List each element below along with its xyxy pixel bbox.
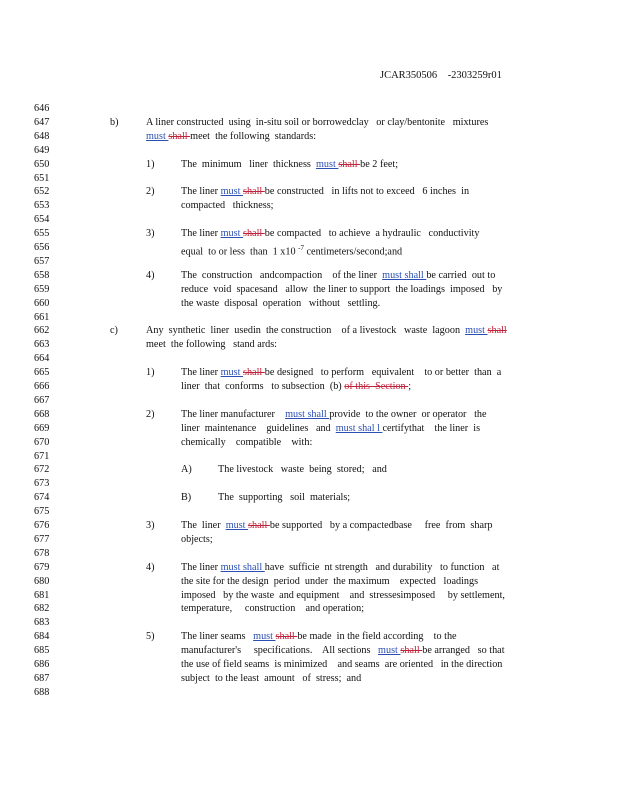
item-label [110, 324, 118, 338]
line-number: 664 [34, 353, 50, 365]
document-line [0, 185, 618, 199]
line-content [218, 491, 350, 505]
line-content [181, 519, 493, 533]
deleted-text: shall [338, 158, 361, 170]
inserted-text: must [378, 645, 401, 657]
line-text: the use of field seams is minimized and seams are oriented in the direction [181, 659, 503, 670]
inserted-text: must [220, 228, 243, 240]
inserted-text: must [146, 130, 169, 142]
line-content [181, 283, 502, 297]
document-line [0, 338, 618, 352]
line-number: 659 [34, 283, 50, 295]
line-text: The livestock waste being stored; and [218, 464, 387, 476]
line-number: 678 [34, 547, 50, 559]
document-line [0, 158, 618, 172]
line-number: 680 [34, 575, 50, 587]
line-number: 679 [34, 561, 50, 573]
inserted-text: must [253, 631, 276, 643]
item-label [146, 561, 155, 575]
line-text: 5) [146, 631, 155, 643]
line-number: 657 [34, 255, 50, 267]
line-number: 649 [34, 144, 50, 156]
deleted-text: shall [168, 130, 191, 142]
line-text: imposed by the waste and equipment and stressesimposed by settlement, [181, 589, 505, 601]
document-line [0, 352, 618, 366]
line-content [181, 380, 411, 394]
document-line [0, 283, 618, 297]
line-text: liner that conforms to subsection (b) [181, 381, 345, 392]
line-content [181, 630, 457, 644]
document-line [0, 436, 618, 450]
line-text: The liner [181, 561, 221, 573]
line-number: 650 [34, 158, 50, 170]
document-line [0, 324, 618, 338]
line-number: 663 [34, 339, 50, 351]
line-content [181, 269, 495, 283]
line-text: certifythat the liner is [382, 422, 481, 434]
line-text: The liner seams [181, 631, 254, 643]
document-line [0, 658, 618, 672]
document-line [0, 686, 618, 700]
line-text: be arranged so that [422, 645, 505, 657]
document-line [0, 575, 618, 589]
document-line [0, 477, 618, 491]
line-content [181, 658, 502, 672]
line-number: 653 [34, 200, 50, 212]
line-text: be made in the field according to the [297, 631, 457, 643]
line-text: 1) [146, 158, 155, 170]
document-line [0, 227, 618, 241]
line-text: temperature, construction and operation; [181, 603, 365, 615]
line-number: 651 [34, 172, 50, 184]
document-line [0, 311, 618, 325]
item-label [146, 519, 155, 533]
document-line [0, 380, 618, 394]
line-content [181, 185, 469, 199]
line-text: 2) [146, 408, 155, 420]
item-label [146, 158, 155, 172]
item-label [146, 227, 155, 241]
deleted-text: shall [248, 520, 270, 531]
line-number: 655 [34, 228, 50, 240]
line-text: provide to the owner or operator the [329, 408, 487, 420]
line-content [181, 561, 499, 575]
line-text: be designed to perform equivalent to or better than a [264, 367, 502, 379]
line-number: 646 [34, 103, 50, 114]
inserted-text: must shall [285, 408, 330, 420]
deleted-text: shall [487, 325, 507, 337]
line-text: be 2 feet; [360, 158, 399, 170]
line-text: reduce void spacesand allow the liner to support the loadings imposed by [181, 283, 503, 295]
line-number: 669 [34, 422, 50, 434]
line-content [181, 422, 480, 436]
line-number: 681 [34, 589, 50, 601]
document-line [0, 616, 618, 630]
line-number: 670 [34, 436, 50, 448]
document-line [0, 450, 618, 464]
line-text: The liner [181, 367, 221, 379]
inserted-text: must shall [220, 561, 265, 573]
line-content [146, 116, 488, 130]
line-text: 4) [146, 269, 155, 281]
superscript: -7 [298, 244, 304, 252]
deleted-text: shall [242, 367, 265, 379]
line-text: 2) [146, 186, 155, 198]
line-number: 658 [34, 269, 50, 281]
item-label [181, 491, 191, 505]
document-line [0, 366, 618, 380]
line-text: The liner [181, 520, 226, 531]
document-line [0, 505, 618, 519]
line-text: liner maintenance guidelines and [181, 422, 336, 434]
item-label [110, 116, 119, 130]
line-number: 675 [34, 506, 50, 518]
line-text: A liner constructed using in-situ soil or borrowedclay or clay/bentonite mixtures [146, 116, 489, 128]
line-number: 665 [34, 367, 50, 379]
document-line [0, 602, 618, 616]
line-content [181, 366, 501, 380]
line-content [181, 644, 505, 658]
line-text: subject to the least amount of stress; and [181, 672, 362, 684]
inserted-text: must [220, 186, 243, 198]
line-content [181, 602, 364, 616]
item-label [146, 630, 155, 644]
line-number: 682 [34, 603, 50, 615]
line-content [181, 227, 480, 241]
line-text: objects; [181, 533, 213, 545]
line-text: be supported by a compactedbase free from sharp [269, 520, 493, 531]
line-text: The construction andcompaction of the liner [181, 269, 383, 281]
line-content [181, 297, 380, 311]
line-number: 673 [34, 478, 50, 490]
document-line [0, 463, 618, 477]
line-number: 647 [34, 116, 50, 128]
line-number: 688 [34, 686, 50, 698]
line-number: 666 [34, 381, 50, 392]
line-number: 662 [34, 325, 50, 337]
line-text: meet the following standards: [190, 130, 317, 142]
line-content [181, 436, 312, 450]
line-number: 668 [34, 408, 50, 420]
deleted-text: shall [242, 228, 265, 240]
line-text: b) [110, 116, 119, 128]
line-text: have sufficie nt strength and durability to function at [264, 561, 500, 573]
line-number: 648 [34, 130, 50, 142]
line-number: 674 [34, 492, 50, 504]
line-number: 676 [34, 520, 50, 531]
line-number: 684 [34, 631, 50, 643]
document-line [0, 547, 618, 561]
line-content [146, 324, 507, 338]
line-text: B) [181, 492, 192, 504]
document-line [0, 241, 618, 258]
line-content [181, 575, 478, 589]
document-line [0, 213, 618, 227]
item-label [146, 269, 155, 283]
line-text: ; [408, 381, 412, 392]
document-line [0, 561, 618, 575]
line-text: meet the following stand ards: [146, 339, 277, 351]
document-line [0, 408, 618, 422]
line-text: Any synthetic liner usedin the construction of a livestock waste lagoon [146, 325, 466, 337]
line-content [181, 199, 274, 213]
line-text: chemically compatible with: [181, 436, 313, 448]
inserted-text: must [220, 367, 243, 379]
line-text: 1) [146, 367, 155, 379]
document-line [0, 491, 618, 505]
line-number: 672 [34, 464, 50, 476]
line-text: The minimum liner thickness [181, 158, 316, 170]
line-number: 685 [34, 645, 50, 657]
line-number: 654 [34, 214, 50, 226]
document-line [0, 269, 618, 283]
line-content [181, 533, 213, 547]
line-number: 686 [34, 659, 50, 670]
line-number: 687 [34, 672, 50, 684]
line-text: The liner manufacturer [181, 408, 286, 420]
document-line [0, 630, 618, 644]
line-number: 677 [34, 533, 50, 545]
document-line [0, 102, 618, 116]
line-content [181, 672, 361, 686]
line-text: The liner [181, 186, 221, 198]
line-number: 661 [34, 311, 50, 323]
line-content [181, 589, 505, 603]
document-line [0, 519, 618, 533]
line-text: A) [181, 464, 192, 476]
document-line [0, 199, 618, 213]
deleted-text: shall [400, 645, 423, 657]
line-text: manufacturer's specifications. All sections [181, 645, 379, 657]
line-text: The liner [181, 228, 221, 240]
line-number: 671 [34, 450, 50, 462]
line-text: the site for the design period under the maximum expected loadings [181, 575, 479, 587]
deleted-text: of this Section [344, 381, 409, 392]
document-line [0, 297, 618, 311]
line-content [218, 463, 387, 477]
document-line [0, 255, 618, 269]
line-text: 3) [146, 228, 155, 240]
line-text: the waste disposal operation without settling. [181, 297, 381, 309]
document-line [0, 422, 618, 436]
document-header [380, 70, 502, 81]
line-text: 4) [146, 561, 155, 573]
inserted-text: must shall [382, 269, 427, 281]
document-line [0, 144, 618, 158]
line-number: 667 [34, 394, 50, 406]
line-text: 3) [146, 520, 155, 531]
inserted-text: must shal l [335, 422, 383, 434]
line-text: be constructed in lifts not to exceed 6 inches in [264, 186, 470, 198]
item-label [146, 366, 155, 380]
document-line [0, 130, 618, 144]
line-text: be compacted to achieve a hydraulic conductivity [264, 228, 480, 240]
line-content [146, 130, 316, 144]
item-label [181, 463, 192, 477]
deleted-text: shall [242, 186, 265, 198]
document-line [0, 533, 618, 547]
inserted-text: must [225, 520, 249, 531]
line-content [146, 338, 277, 352]
document-line [0, 172, 618, 186]
line-content [181, 158, 398, 172]
line-number: 652 [34, 186, 50, 198]
document-line [0, 116, 618, 130]
line-text: equal to or less than 1 x10 [181, 246, 299, 258]
document-line [0, 394, 618, 408]
line-text: compacted thickness; [181, 200, 274, 212]
line-number: 656 [34, 242, 50, 253]
document-line [0, 672, 618, 686]
line-text: The supporting soil materials; [218, 492, 351, 504]
item-label [146, 408, 155, 422]
line-text: c) [110, 325, 118, 337]
document-line [0, 644, 618, 658]
item-label [146, 185, 155, 199]
document-id: JCAR350506 [380, 70, 438, 81]
inserted-text: must [315, 158, 339, 170]
line-number: 683 [34, 617, 50, 629]
document-code: -2303259r01 [447, 70, 502, 81]
inserted-text: must [465, 325, 488, 337]
line-content [181, 408, 487, 422]
line-text: centimeters/second;and [303, 246, 403, 258]
document-line [0, 589, 618, 603]
deleted-text: shall [275, 631, 298, 643]
line-text: be carried out to [426, 269, 496, 281]
line-number: 660 [34, 297, 50, 309]
